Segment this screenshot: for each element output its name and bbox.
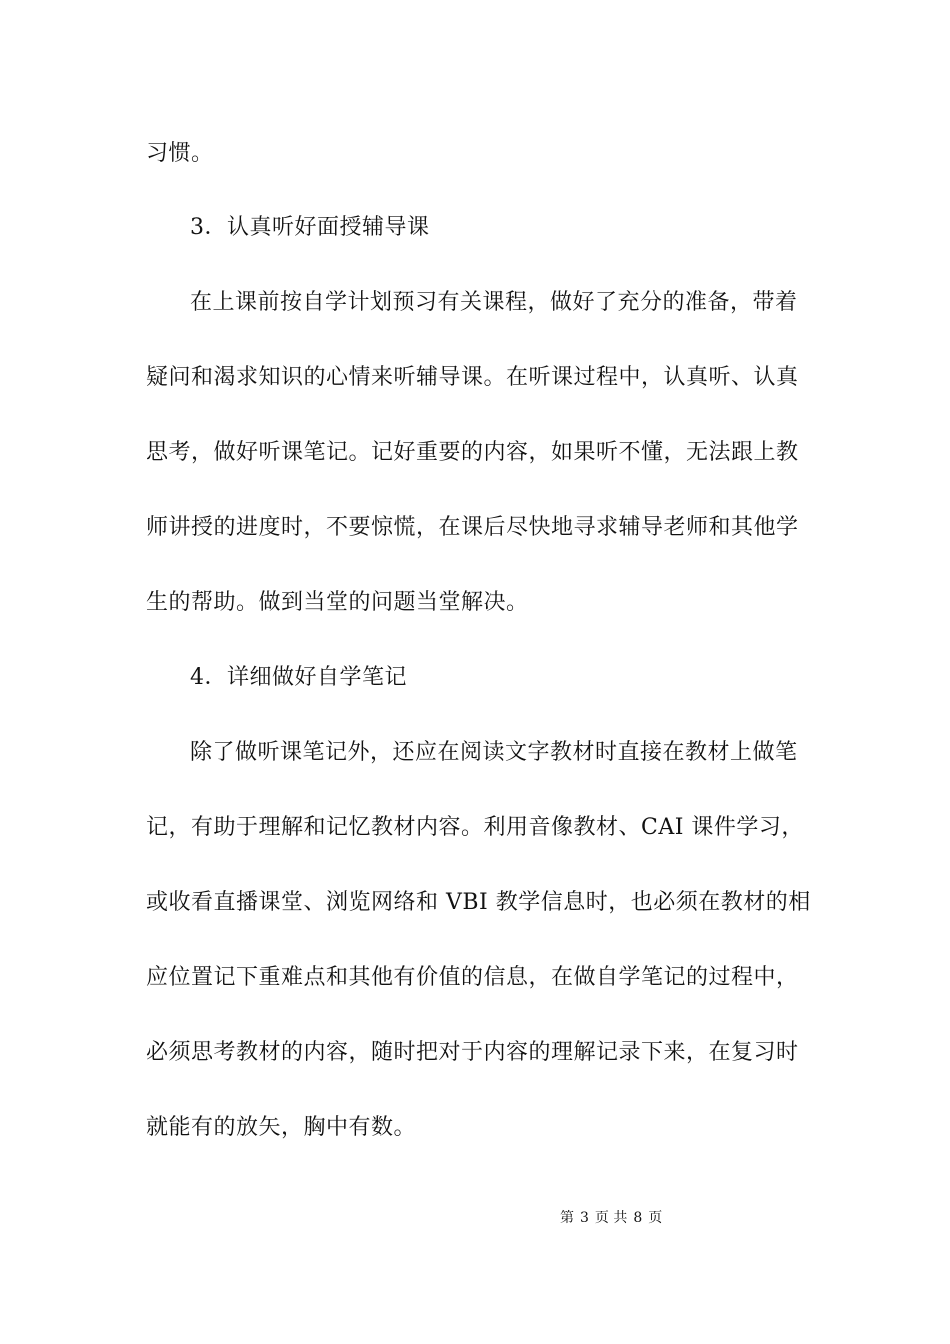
paragraph-line: 疑问和渴求知识的心情来听辅导课。在听课过程中，认真听、认真: [146, 365, 799, 390]
footer-suffix: 页: [648, 1210, 663, 1226]
paragraph-line: 习惯。: [146, 141, 214, 166]
paragraph-line: 必须思考教材的内容，随时把对于内容的理解记录下来，在复习时: [146, 1040, 799, 1065]
paragraph-line: 记，有助于理解和记忆教材内容。利用音像教材、CAI 课件学习，: [146, 815, 804, 840]
paragraph-line: 生的帮助。做到当堂的问题当堂解决。: [146, 590, 529, 615]
paragraph-line: 在上课前按自学计划预习有关课程，做好了充分的准备，带着: [190, 290, 798, 315]
section-heading-4: 4．详细做好自学笔记: [190, 665, 407, 690]
paragraph-line: 除了做听课笔记外，还应在阅读文字教材时直接在教材上做笔: [190, 740, 798, 765]
paragraph-line: 应位置记下重难点和其他有价值的信息，在做自学笔记的过程中，: [146, 965, 799, 990]
footer-middle: 页 共: [594, 1210, 628, 1226]
paragraph-line: 或收看直播课堂、浏览网络和 VBI 教学信息时，也必须在教材的相: [146, 890, 811, 915]
footer-current-page: 3: [580, 1210, 589, 1226]
paragraph-line: 思考，做好听课笔记。记好重要的内容，如果听不懂，无法跟上教: [146, 440, 799, 465]
paragraph-line: 就能有的放矢，胸中有数。: [146, 1115, 417, 1140]
footer-prefix: 第: [560, 1210, 574, 1226]
section-heading-3: 3．认真听好面授辅导课: [190, 215, 430, 240]
page-number-footer: [560, 1206, 680, 1230]
paragraph-line: 师讲授的进度时，不要惊慌，在课后尽快地寻求辅导老师和其他学: [146, 515, 799, 540]
footer-total-pages: 8: [633, 1210, 643, 1226]
